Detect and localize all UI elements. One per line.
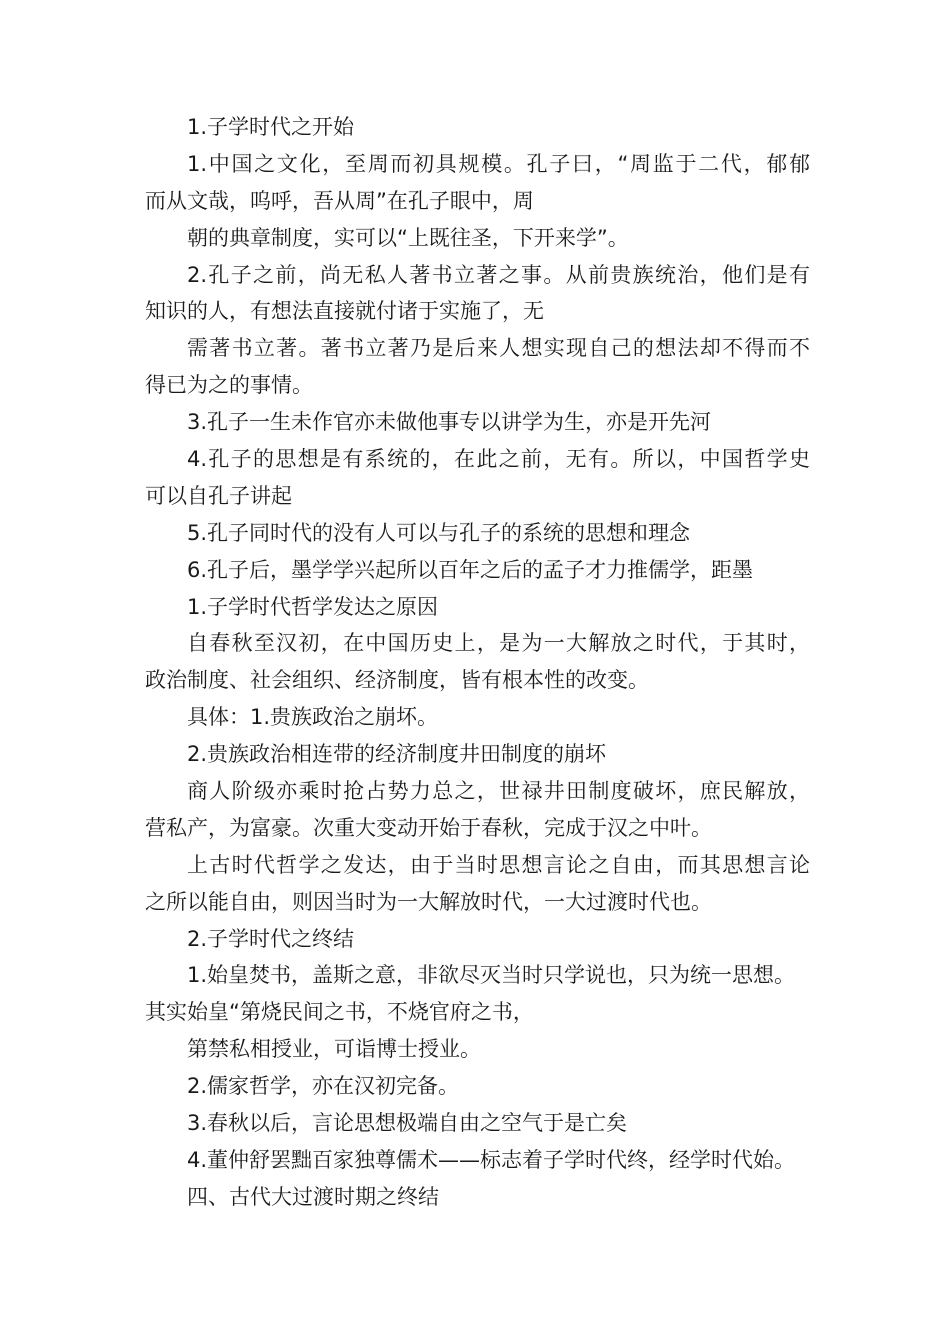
paragraph-line: 5.孔子同时代的没有人可以与孔子的系统的思想和理念 <box>187 520 691 545</box>
paragraph-line: 需著书立著。著书立著乃是后来人想实现自己的想法却不得而不 <box>187 336 810 361</box>
section-heading: 四、古代大过渡时期之终结 <box>187 1184 439 1209</box>
paragraph-line: 具体：1.贵族政治之崩坏。 <box>187 705 439 730</box>
paragraph-line: 得已为之的事情。 <box>145 373 313 398</box>
paragraph-line: 营私产，为富豪。次重大变动开始于春秋，完成于汉之中叶。 <box>145 815 712 840</box>
paragraph-line: 1.中国之文化，至周而初具规模。孔子曰，“周监于二代，郁郁 <box>187 151 810 176</box>
paragraph-line: 之所以能自由，则因当时为一大解放时代，一大过渡时代也。 <box>145 889 712 914</box>
paragraph-line: 朝的典章制度，实可以“上既往圣，下开来学”。 <box>187 225 629 250</box>
paragraph-line: 商人阶级亦乘时抢占势力总之，世禄井田制度破坏，庶民解放， <box>187 779 810 804</box>
paragraph-line: 6.孔子后，墨学学兴起所以百年之后的孟子才力推儒学，距墨 <box>187 557 754 582</box>
paragraph-line: 其实始皇“第烧民间之书，不烧官府之书， <box>145 1000 534 1025</box>
paragraph-line: 可以自孔子讲起 <box>145 483 292 508</box>
paragraph-line: 2.孔子之前，尚无私人著书立著之事。从前贵族统治，他们是有 <box>187 262 810 287</box>
paragraph-line: 上古时代哲学之发达，由于当时思想言论之自由，而其思想言论 <box>187 852 810 877</box>
paragraph-line: 4.董仲舒罢黜百家独尊儒术——标志着子学时代终，经学时代始。 <box>187 1147 796 1172</box>
section-heading: 1.子学时代哲学发达之原因 <box>187 594 439 619</box>
paragraph-line: 政治制度、社会组织、经济制度，皆有根本性的改变。 <box>145 668 649 693</box>
paragraph-line: 而从文哉，呜呼，吾从周”在孔子眼中，周 <box>145 188 534 213</box>
document-body <box>145 109 825 1216</box>
paragraph-line: 3.孔子一生未作官亦未做他事专以讲学为生，亦是开先河 <box>187 410 712 435</box>
section-heading: 1.子学时代之开始 <box>187 115 355 139</box>
paragraph-line: 知识的人，有想法直接就付诸于实施了，无 <box>145 299 544 324</box>
paragraph-line: 4.孔子的思想是有系统的，在此之前，无有。所以，中国哲学史 <box>187 447 810 472</box>
paragraph-line: 2.儒家哲学，亦在汉初完备。 <box>187 1074 460 1099</box>
paragraph-line: 3.春秋以后，言论思想极端自由之空气于是亡矣 <box>187 1111 628 1136</box>
section-heading: 2.子学时代之终结 <box>187 926 355 951</box>
paragraph-line: 1.始皇焚书，盖斯之意，非欲尽灭当时只学说也，只为统一思想。 <box>187 963 796 988</box>
paragraph-line: 第禁私相授业，可诣博士授业。 <box>187 1037 481 1062</box>
paragraph-line: 自春秋至汉初，在中国历史上，是为一大解放之时代，于其时， <box>187 631 810 656</box>
paragraph-line: 2.贵族政治相连带的经济制度井田制度的崩坏 <box>187 742 607 767</box>
